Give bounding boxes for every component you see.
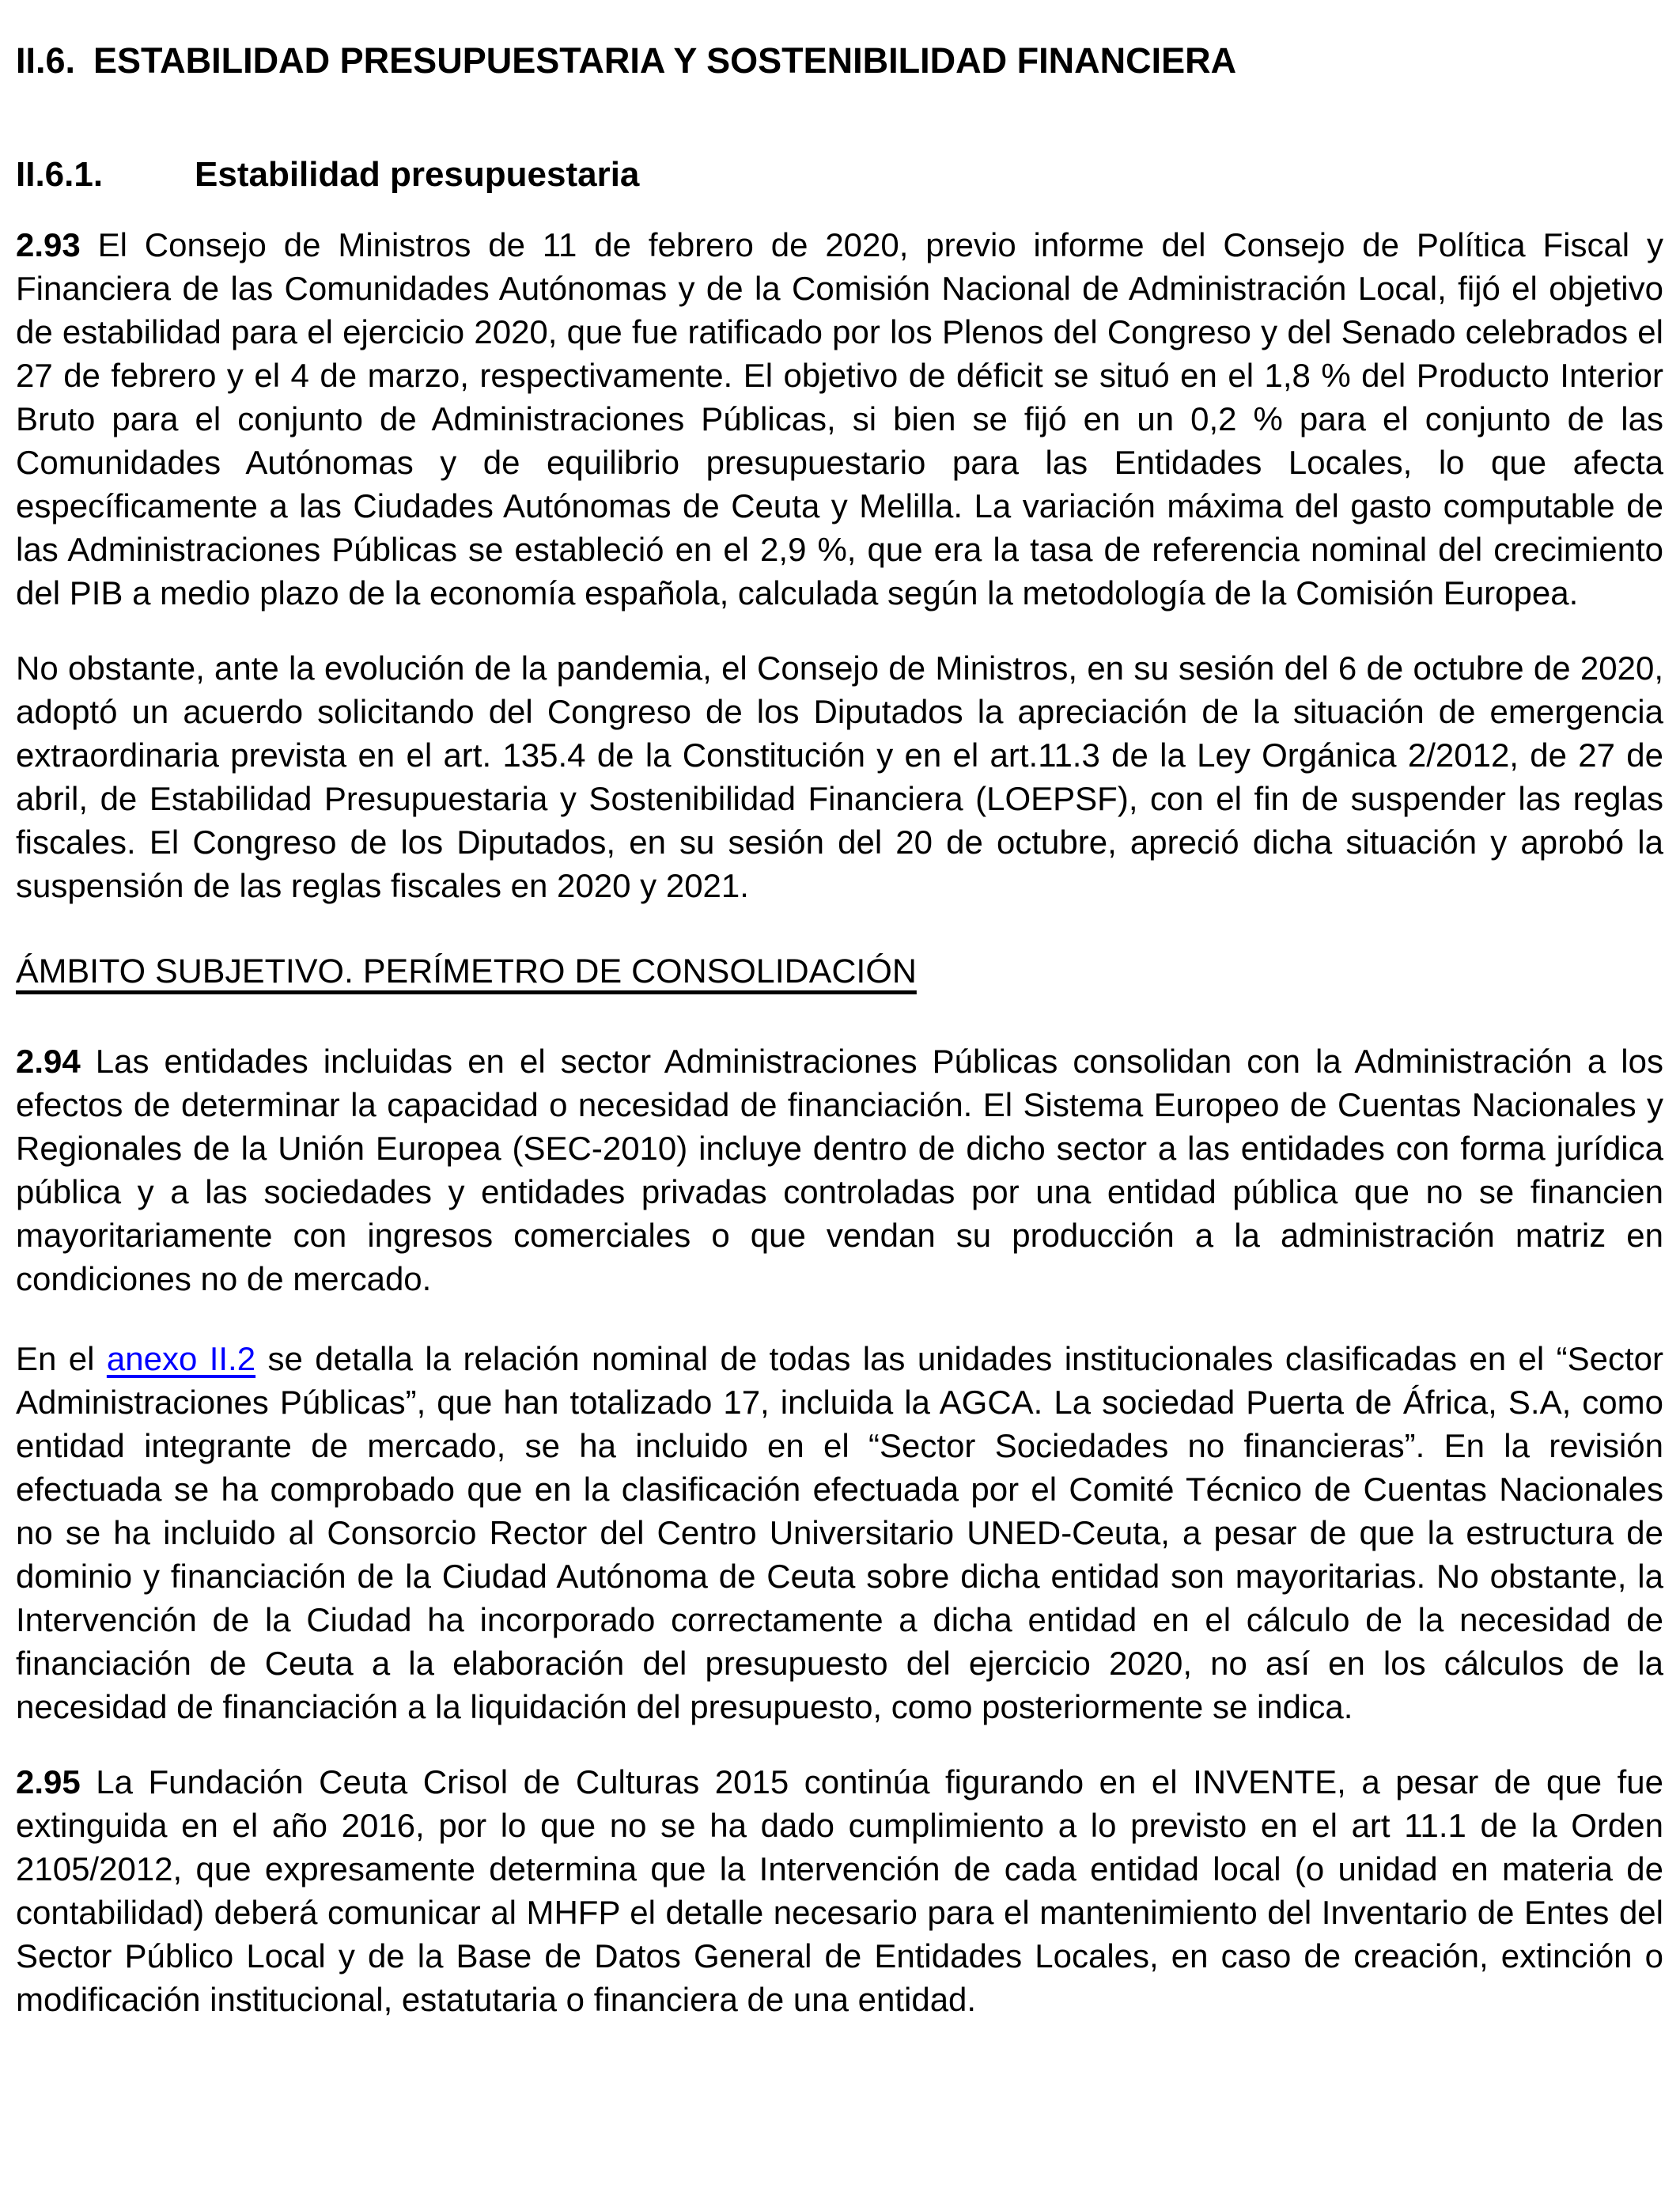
paragraph-2-94 bbox=[16, 1039, 1663, 1301]
paragraph-no-obstante: No obstante, ante la evolución de la pandemia, el Consejo de Ministros, en su sesión del 6 de octubre de 2020, adoptó un acuerdo solicitando del Congreso de los Diputados la apreciación de la situación de emergencia extraordinaria prevista en el art. 135.4 de la Constitución y en el art.11.3 de la Ley Orgánica 2/2012, de 27 de abril, de Estabilidad Presupuestaria y Sostenibilidad Financiera (LOEPSF), con el fin de suspender las reglas fiscales. El Congreso de los Diputados, en su sesión del 20 de octubre, apreció dicha situación y aprobó la suspensión de las reglas fiscales en 2020 y 2021. bbox=[16, 649, 1663, 904]
paragraph-2-95 bbox=[16, 1760, 1663, 2021]
section-number: II.6. bbox=[16, 40, 76, 81]
section-title: ESTABILIDAD PRESUPUESTARIA Y SOSTENIBILIDAD FINANCIERA bbox=[93, 40, 1237, 81]
subsection-heading bbox=[16, 153, 1663, 196]
subsection-number: II.6.1. bbox=[16, 155, 104, 194]
section-heading bbox=[16, 40, 1663, 82]
paragraph-2-93-number: 2.93 bbox=[16, 226, 81, 263]
ambito-section-heading: ÁMBITO SUBJETIVO. PERÍMETRO DE CONSOLIDACIÓN bbox=[16, 952, 917, 990]
paragraph-2-95-text: La Fundación Ceuta Crisol de Culturas 2015 continúa figurando en el INVENTE, a pesar de que fue extinguida en el año 2016, por lo que no se ha dado cumplimiento a lo previsto en el art 11.1 de la Orden 2105/2012, que expresamente determina que la Intervención de cada entidad local (o unidad en materia de contabilidad) deberá comunicar al MHFP el detalle necesario para el mantenimiento del Inventario de Entes del Sector Público Local y de la Base de Datos General de Entidades Locales, en caso de creación, extinción o modificación institucional, estatutaria o financiera de una entidad. bbox=[16, 1763, 1663, 2018]
paragraph-2-94-number: 2.94 bbox=[16, 1043, 81, 1080]
paragraph-2-94-text: Las entidades incluidas en el sector Administraciones Públicas consolidan con la Administración a los efectos de determinar la capacidad o necesidad de financiación. El Sistema Europeo de Cuentas Nacionales y Regionales de la Unión Europea (SEC-2010) incluye dentro de dicho sector a las entidades con forma jurídica pública y a las sociedades y entidades privadas controladas por una entidad pública que no se financien mayoritariamente con ingresos comerciales o que vendan su producción a la administración matriz en condiciones no de mercado. bbox=[16, 1043, 1663, 1297]
paragraph-2-95-number: 2.95 bbox=[16, 1763, 81, 1800]
paragraph-2-93-text: El Consejo de Ministros de 11 de febrero de 2020, previo informe del Consejo de Política Fiscal y Financiera de las Comunidades Autónomas y de la Comisión Nacional de Administración Local, fijó el objetivo de estabilidad para el ejercicio 2020, que fue ratificado por los Plenos del Congreso y del Senado celebrados el 27 de febrero y el 4 de marzo, respectivamente. El objetivo de déficit se situó en el 1,8 % del Producto Interior Bruto para el conjunto de Administraciones Públicas, si bien se fijó en un 0,2 % para el conjunto de las Comunidades Autónomas y de equilibrio presupuestario para las Entidades Locales, lo que afecta específicamente a las Ciudades Autónomas de Ceuta y Melilla. La variación máxima del gasto computable de las Administraciones Públicas se estableció en el 2,9 %, que era la tasa de referencia nominal del crecimiento del PIB a medio plazo de la economía española, calculada según la metodología de la Comisión Europea. bbox=[16, 226, 1663, 611]
anexo-ii2-link[interactable]: anexo II.2 bbox=[106, 1340, 256, 1377]
paragraph-2-93 bbox=[16, 223, 1663, 615]
paragraph-anexo-text-before: En el bbox=[16, 1340, 107, 1377]
paragraph-anexo bbox=[16, 1337, 1663, 1728]
paragraph-anexo-text-after: se detalla la relación nominal de todas las unidades institucionales clasificadas en el “Sector Administraciones Públicas”, que han totalizado 17, incluida la AGCA. La sociedad Puerta de África, S.A, como entidad integrante de mercado, se ha incluido en el “Sector Sociedades no financieras”. En la revisión efectuada se ha comprobado que en la clasificación efectuada por el Comité Técnico de Cuentas Nacionales no se ha incluido al Consorcio Rector del Centro Universitario UNED-Ceuta, a pesar de que la estructura de dominio y financiación de la Ciudad Autónoma de Ceuta sobre dicha entidad son mayoritarias. No obstante, la Intervención de la Ciudad ha incorporado correctamente a dicha entidad en el cálculo de la necesidad de financiación de Ceuta a la elaboración del presupuesto del ejercicio 2020, no así en los cálculos de la necesidad de financiación a la liquidación del presupuesto, como posteriormente se indica. bbox=[16, 1340, 1663, 1725]
subsection-title: Estabilidad presupuestaria bbox=[195, 155, 640, 194]
